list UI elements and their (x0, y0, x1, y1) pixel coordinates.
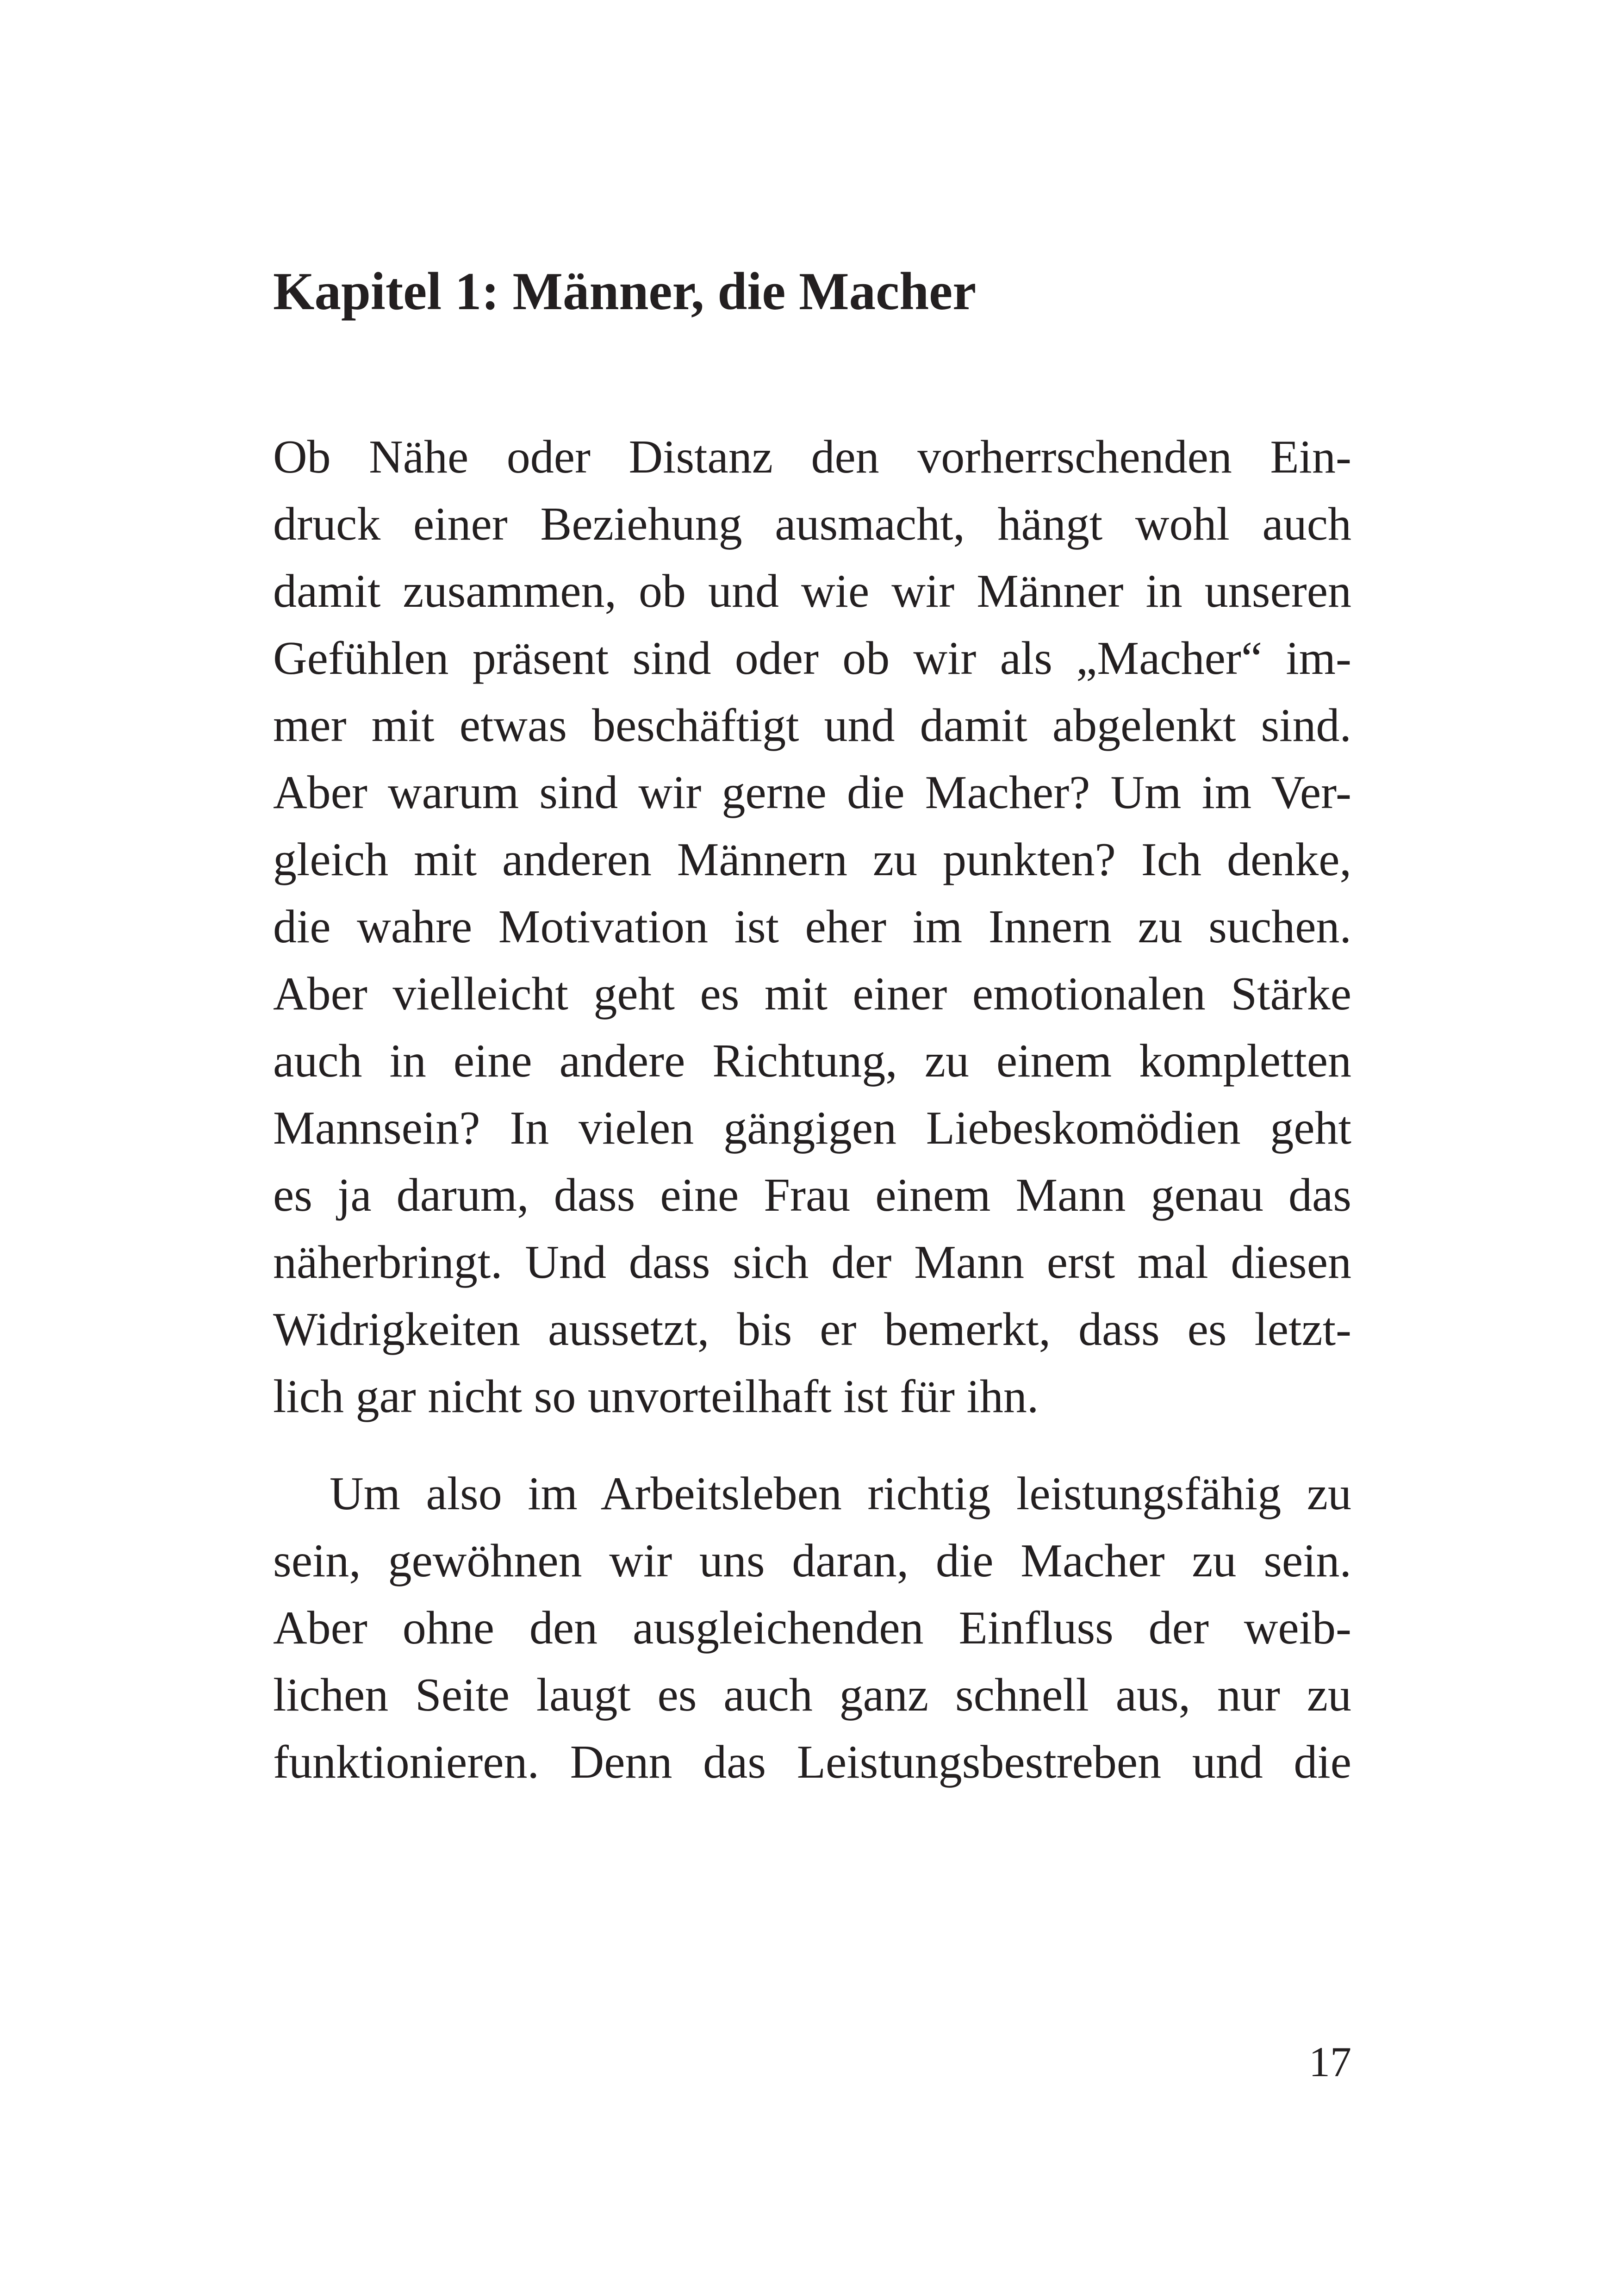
text-line: näherbringt. Und dass sich der Mann erst mal diesen (273, 1236, 1351, 1288)
text-line: Ob Nähe oder Distanz den vorherrschenden Ein- (273, 431, 1351, 483)
text-line: Um also im Arbeitsleben richtig leistungsfähig zu (330, 1468, 1351, 1520)
text-line: gleich mit anderen Männern zu punkten? Ich denke, (273, 834, 1351, 886)
text-line: sein, gewöhnen wir uns daran, die Macher zu sein. (273, 1535, 1351, 1587)
text-line: es ja darum, dass eine Frau einem Mann genau das (273, 1169, 1351, 1221)
text-line: funktionieren. Denn das Leistungsbestreben und die (273, 1736, 1351, 1788)
text-line: Mannsein? In vielen gängigen Liebeskomödien geht (273, 1102, 1351, 1154)
text-line: mer mit etwas beschäftigt und damit abgelenkt sind. (273, 699, 1351, 752)
paragraph-2 (273, 1460, 1351, 1796)
text-line: Aber ohne den ausgleichenden Einfluss der weib- (273, 1602, 1351, 1654)
text-line: Aber warum sind wir gerne die Macher? Um im Ver- (273, 766, 1351, 819)
text-line: lich gar nicht so unvorteilhaft ist für ihn. (273, 1370, 1039, 1423)
text-line: die wahre Motivation ist eher im Innern zu suchen. (273, 901, 1351, 953)
text-line: auch in eine andere Richtung, zu einem kompletten (273, 1035, 1351, 1087)
chapter-heading: Kapitel 1: Männer, die Macher (273, 262, 977, 321)
paragraph-1 (273, 423, 1351, 1430)
text-line: Gefühlen präsent sind oder ob wir als „Macher“ im- (273, 632, 1351, 684)
text-line: druck einer Beziehung ausmacht, hängt wohl auch (273, 498, 1351, 550)
text-line: lichen Seite laugt es auch ganz schnell aus, nur zu (273, 1669, 1351, 1721)
text-line: Widrigkeiten aussetzt, bis er bemerkt, dass es letzt- (273, 1303, 1351, 1356)
page-number: 17 (1309, 2038, 1351, 2085)
text-line: Aber vielleicht geht es mit einer emotionalen Stärke (273, 968, 1351, 1020)
text-line: damit zusammen, ob und wie wir Männer in unseren (273, 565, 1351, 617)
